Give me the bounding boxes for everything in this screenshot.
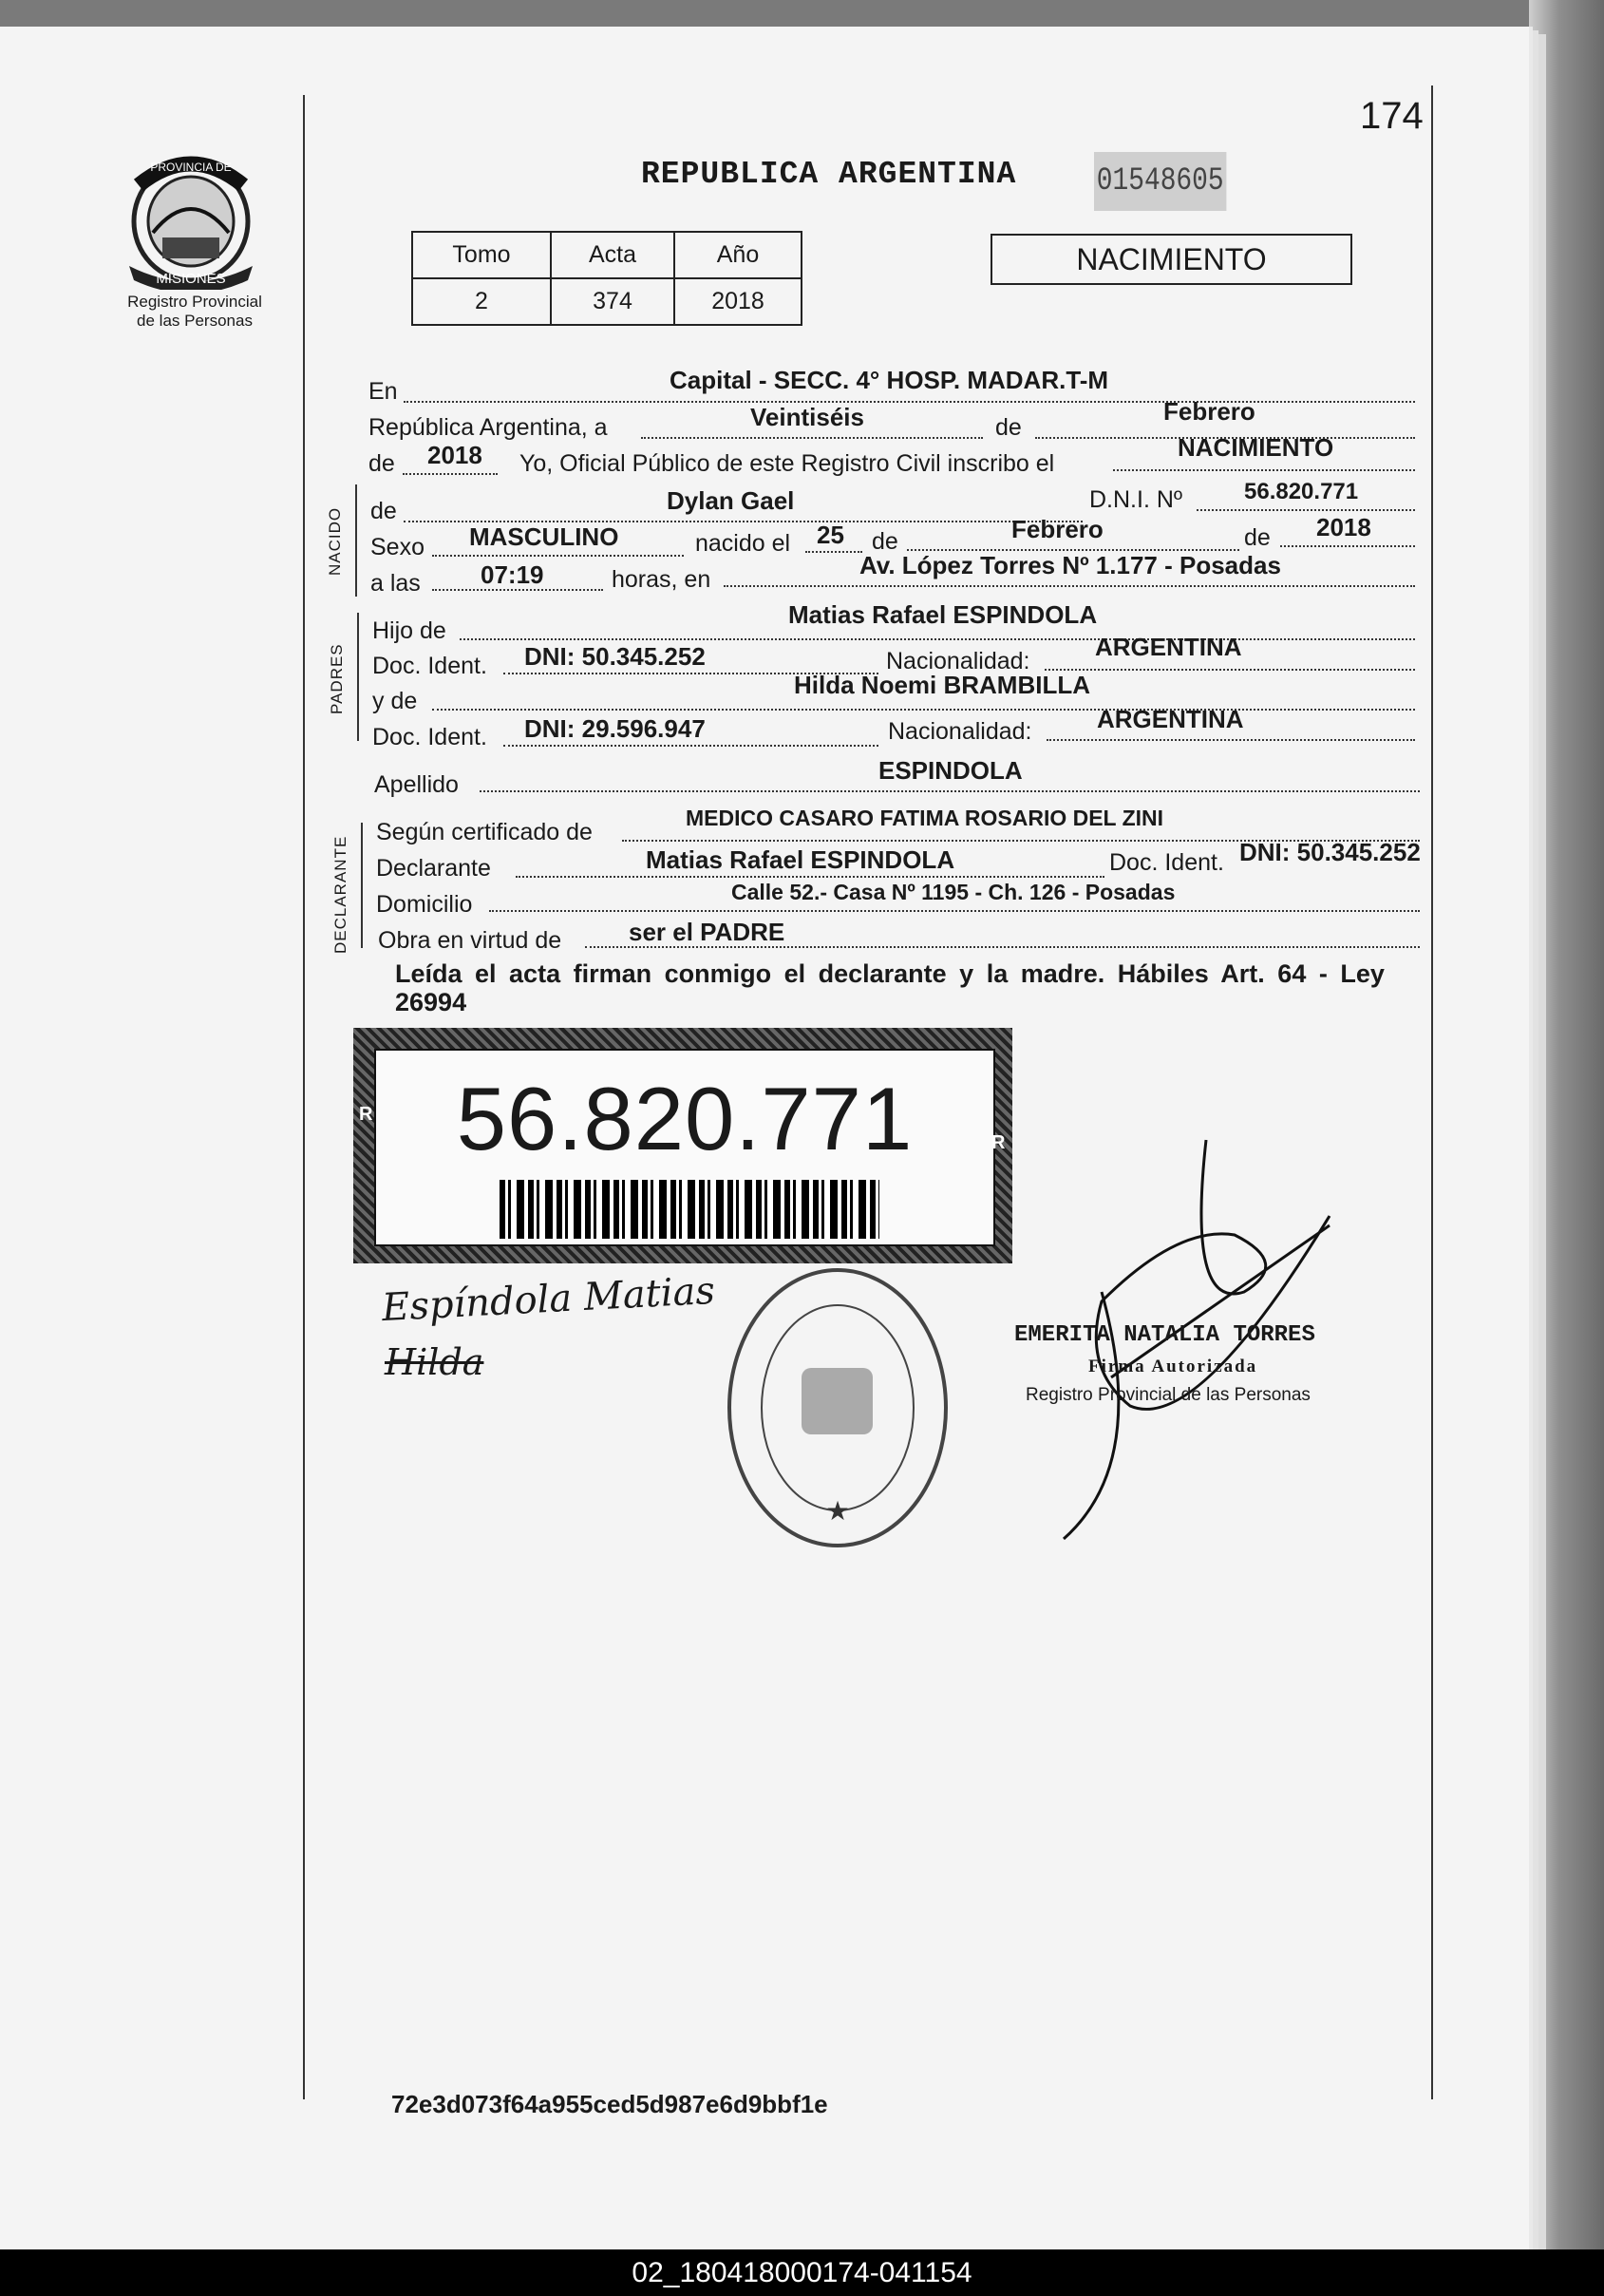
day-value: Veintiséis (750, 403, 864, 431)
inscribo-value: NACIMIENTO (1178, 433, 1334, 462)
section-bracket (361, 823, 363, 948)
official-name: EMERITA NATALIA TORRES (1014, 1322, 1315, 1348)
svg-text:★: ★ (825, 1496, 850, 1526)
barcode (500, 1180, 879, 1239)
logo-caption-line2: de las Personas (137, 312, 253, 330)
padre-nac-label: Nacionalidad: (886, 648, 1030, 674)
dotted-line (1280, 545, 1415, 547)
document-hash: 72e3d073f64a955ced5d987e6d9bbf1e (391, 2090, 828, 2118)
dotted-line (480, 790, 1420, 792)
logo-banner-text: MISIONES (156, 271, 226, 287)
month-value: Febrero (1163, 397, 1255, 426)
madre-signature: Hilda (385, 1341, 484, 1383)
dotted-line (403, 473, 498, 475)
table-value-tomo: 2 (412, 278, 551, 325)
dotted-line (460, 638, 1415, 640)
registry-seal-icon (724, 1263, 952, 1553)
legal-text: Leída el acta firman conmigo el declarante y la madre. Hábiles Art. 64 - Ley 26994 (395, 959, 1385, 1016)
a-las-label: a las (370, 570, 421, 597)
page-number: 174 (1360, 95, 1424, 137)
apellido-value: ESPINDOLA (878, 756, 1023, 785)
padre-doc-label: Doc. Ident. (372, 653, 487, 679)
dotted-line (432, 555, 684, 557)
madre-doc-value: DNI: 29.596.947 (524, 714, 706, 743)
sticker-edge-letter: R (991, 1132, 1006, 1153)
segun-value: MEDICO CASARO FATIMA ROSARIO DEL ZINI (686, 806, 1164, 830)
sexo-label: Sexo (370, 534, 425, 560)
declarante-value: Matias Rafael ESPINDOLA (646, 845, 955, 874)
hora-value: 07:19 (481, 560, 544, 589)
left-margin-line (303, 95, 305, 2099)
declarante-section-label: DECLARANTE (331, 835, 349, 954)
de-label: de (995, 414, 1022, 441)
madre-nac-value: ARGENTINA (1097, 705, 1244, 733)
dotted-line (516, 876, 1104, 878)
dotted-line (503, 745, 878, 747)
dni-sticker (353, 1028, 1012, 1263)
sticker-edge-letter: R (359, 1104, 373, 1125)
oficial-text: Yo, Oficial Público de este Registro Civil inscribo el (519, 450, 1055, 477)
tomo-acta-ano-table (411, 231, 802, 326)
birth-day-value: 25 (817, 521, 844, 549)
horas-en-label: horas, en (612, 566, 711, 593)
child-dni-value: 56.820.771 (1244, 479, 1359, 504)
hijo-de-label: Hijo de (372, 617, 446, 644)
madre-nac-label: Nacionalidad: (888, 718, 1032, 745)
declarante-signature: Espíndola Matias (381, 1268, 716, 1331)
table-value-ano: 2018 (674, 278, 802, 325)
official-office: Registro Provincial de las Personas (1026, 1385, 1311, 1405)
dotted-line (805, 551, 862, 553)
province-coat-of-arms-icon (120, 147, 262, 290)
table-header-tomo: Tomo (412, 232, 551, 278)
dotted-line (404, 401, 1415, 403)
en-label: En (368, 378, 398, 405)
footer-filename: 02_180418000174-041154 (0, 2249, 1604, 2296)
de-label-3: de (1244, 524, 1271, 551)
nacido-section-label: NACIDO (326, 506, 344, 576)
obra-value: ser el PADRE (629, 918, 785, 946)
dni-sticker-number: 56.820.771 (456, 1069, 914, 1168)
table-header-acta: Acta (551, 232, 674, 278)
nacido-de-label: de (370, 498, 397, 524)
serial-number: 01548605 (1094, 152, 1226, 211)
sexo-value: MASCULINO (469, 522, 619, 551)
dotted-line (432, 709, 1415, 711)
dotted-line (1045, 669, 1415, 671)
declarante-doc-label: Doc. Ident. (1109, 849, 1224, 876)
de-label-2: de (872, 528, 898, 555)
dotted-line (1047, 739, 1415, 741)
obra-label: Obra en virtud de (378, 927, 562, 954)
padres-section-label: PADRES (328, 643, 346, 714)
dni-label: D.N.I. Nº (1089, 486, 1183, 513)
scan-top-edge (0, 0, 1604, 28)
domicilio-value: Calle 52.- Casa Nº 1195 - Ch. 126 - Posadas (731, 880, 1176, 904)
official-role: Firma Autorizada (1088, 1357, 1258, 1376)
declarante-doc-value: DNI: 50.345.252 (1239, 838, 1421, 866)
dotted-line (1197, 509, 1415, 511)
segun-label: Según certificado de (376, 819, 593, 845)
nacido-el-label: nacido el (695, 530, 791, 557)
birth-month-value: Febrero (1011, 515, 1104, 543)
scan-background (1529, 0, 1604, 2296)
padre-nac-value: ARGENTINA (1095, 633, 1242, 661)
right-margin-line (1431, 85, 1433, 2099)
declarante-label: Declarante (376, 855, 491, 882)
logo-caption (95, 293, 294, 331)
section-bracket (357, 613, 359, 741)
year-value: 2018 (427, 441, 482, 469)
dotted-line (641, 437, 983, 439)
child-name-value: Dylan Gael (667, 486, 795, 515)
dotted-line (489, 910, 1420, 912)
document-title: REPUBLICA ARGENTINA (641, 157, 1017, 192)
padre-name-value: Matias Rafael ESPINDOLA (788, 600, 1098, 629)
madre-doc-label: Doc. Ident. (372, 724, 487, 750)
republica-label: República Argentina, a (368, 414, 608, 441)
dotted-line (1113, 469, 1415, 471)
table-value-acta: 374 (551, 278, 674, 325)
dotted-line (724, 585, 1415, 587)
place-value: Capital - SECC. 4° HOSP. MADAR.T-M (670, 366, 1109, 394)
lugar-value: Av. López Torres Nº 1.177 - Posadas (859, 551, 1281, 579)
y-de-label: y de (372, 688, 418, 714)
section-bracket (355, 484, 357, 597)
dni-sticker-inner (374, 1049, 995, 1246)
birth-year-value: 2018 (1316, 513, 1371, 541)
padre-doc-value: DNI: 50.345.252 (524, 642, 706, 671)
apellido-label: Apellido (374, 771, 459, 798)
logo-arc-text: PROVINCIA DE (150, 161, 232, 174)
domicilio-label: Domicilio (376, 891, 473, 918)
record-type-box: NACIMIENTO (991, 234, 1352, 285)
table-header-ano: Año (674, 232, 802, 278)
madre-name-value: Hilda Noemi BRAMBILLA (794, 671, 1090, 699)
logo-caption-line1: Registro Provincial (127, 293, 262, 311)
year-prefix-label: de (368, 450, 395, 477)
